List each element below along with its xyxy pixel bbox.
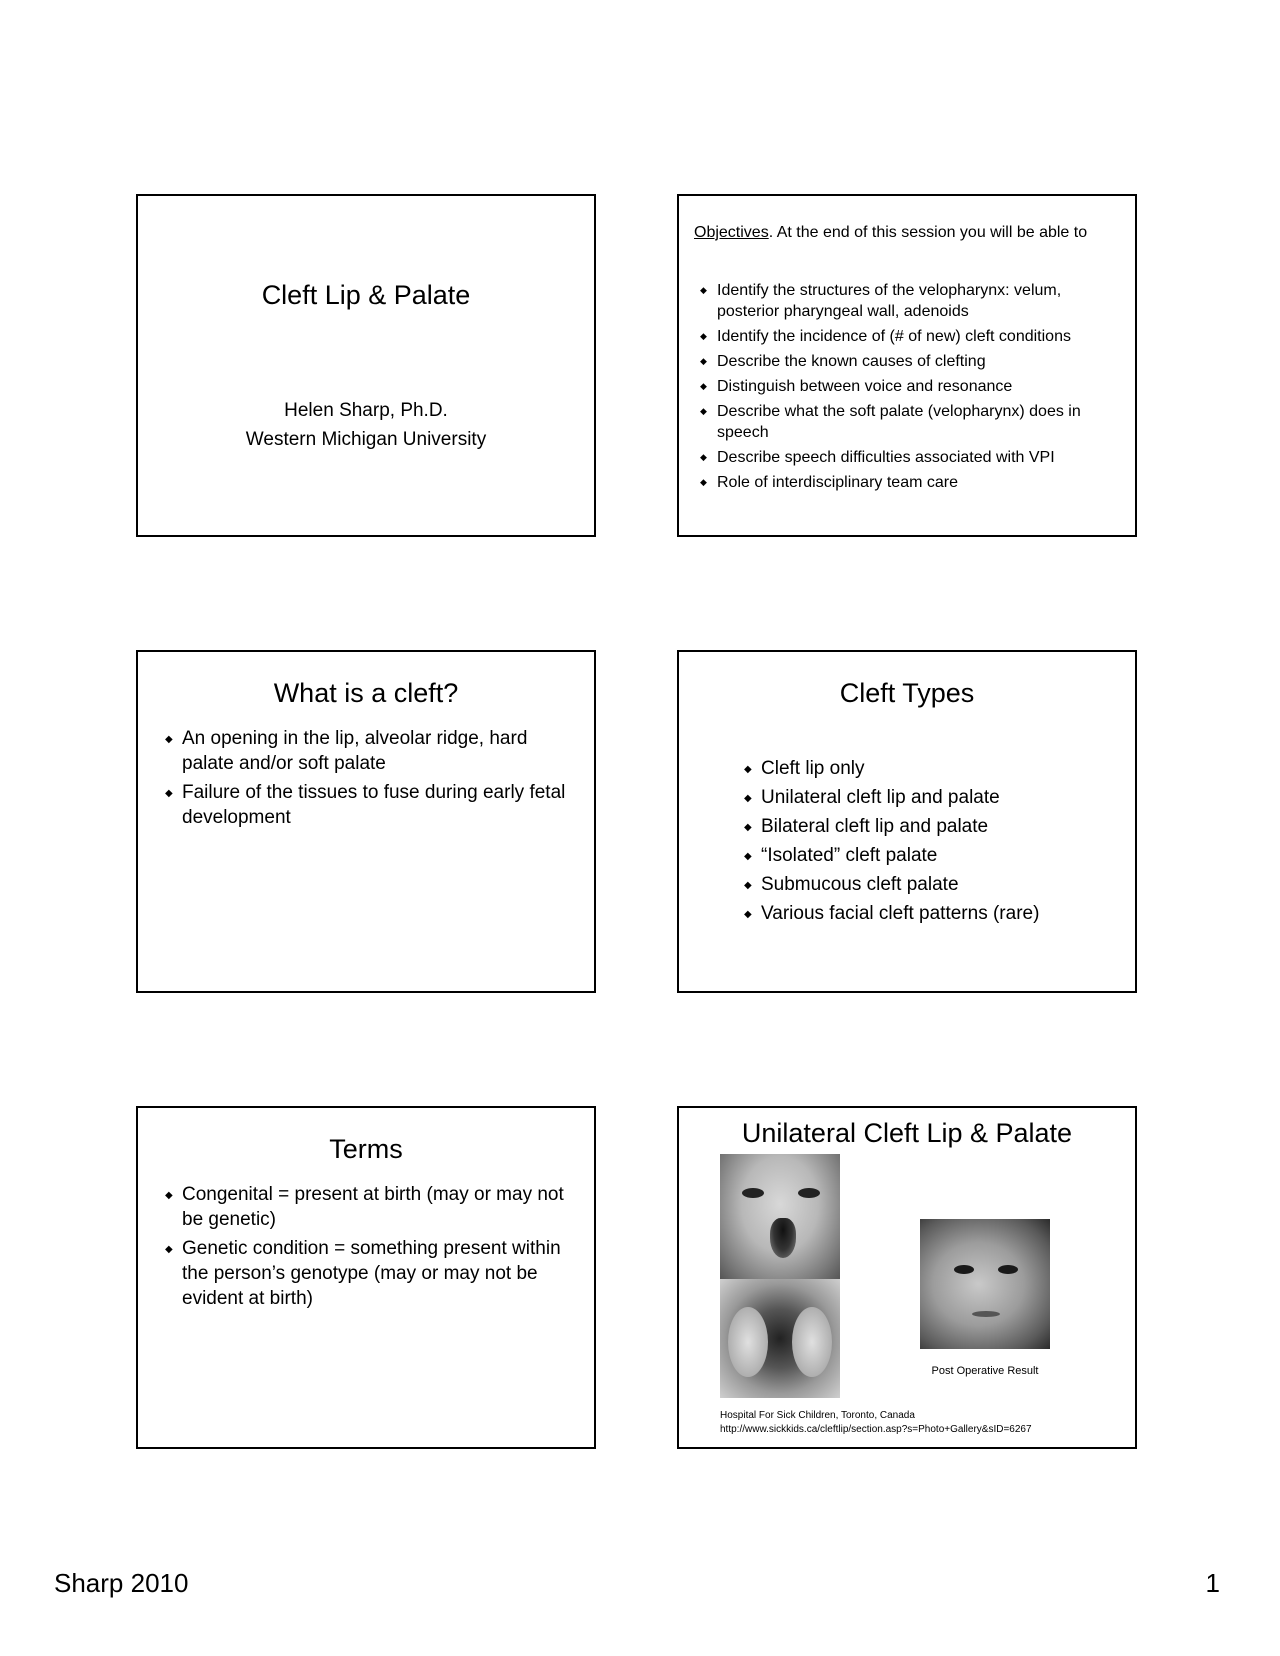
list-item: ◆ Genetic condition = something present within the person’s genotype (may or may not be evident at birth): [182, 1236, 574, 1311]
ridge-l: [728, 1307, 768, 1377]
list-item: ◆ Congenital = present at birth (may or may not be genetic): [182, 1182, 574, 1232]
objectives-intro: [694, 222, 1120, 244]
ridge-r: [792, 1307, 832, 1377]
slide-heading: What is a cleft?: [273, 678, 459, 708]
source-citation: [720, 1409, 1125, 1437]
photo-unilateral-cleft-lip: [720, 1154, 840, 1279]
slide-objectives: [677, 194, 1137, 537]
objectives-heading: Objectives: [694, 224, 769, 241]
list-item: ◆ Failure of the tissues to fuse during early fetal development: [182, 780, 574, 830]
eye-l: [954, 1265, 974, 1274]
slide-heading: Terms: [329, 1134, 403, 1164]
eye-r: [998, 1265, 1018, 1274]
source-url: http://www.sickkids.ca/cleftlip/section.asp?s=Photo+Gallery&sID=6267: [720, 1424, 1032, 1435]
slide-heading: Unilateral Cleft Lip & Palate: [741, 1118, 1073, 1148]
source-institution: Hospital For Sick Children, Toronto, Canada: [720, 1410, 915, 1421]
list-item: ◆ Various facial cleft patterns (rare): [761, 901, 1115, 926]
photo-post-operative: [920, 1219, 1050, 1349]
list-item: ◆ Describe what the soft palate (velopharynx) does in speech: [717, 401, 1117, 443]
photo-cleft-palate: [720, 1279, 840, 1398]
bullet-list: [182, 1182, 574, 1315]
page-number: 1: [1205, 1568, 1220, 1598]
author-affiliation: Western Michigan University: [245, 429, 487, 450]
cleft: [770, 1218, 796, 1258]
author-name: Helen Sharp, Ph.D.: [284, 400, 448, 421]
list-item: ◆ Bilateral cleft lip and palate: [761, 814, 1115, 839]
slide-what-is-cleft: [136, 650, 596, 993]
bullet-list: [182, 726, 574, 834]
author-block: [138, 396, 594, 454]
mouth: [972, 1311, 1000, 1317]
list-item: ◆ Distinguish between voice and resonance: [717, 376, 1117, 397]
photo-caption: Post Operative Result: [931, 1365, 1039, 1377]
objectives-list: [717, 280, 1117, 497]
footer-author-year: Sharp 2010: [54, 1568, 189, 1598]
list-item: ◆ Unilateral cleft lip and palate: [761, 785, 1115, 810]
list-item: ◆ Identify the incidence of (# of new) cleft conditions: [717, 326, 1117, 347]
list-item: ◆ Submucous cleft palate: [761, 872, 1115, 897]
list-item: ◆ Describe the known causes of clefting: [717, 351, 1117, 372]
slide-terms: [136, 1106, 596, 1449]
eye-l: [742, 1188, 764, 1198]
list-item: ◆ Describe speech difficulties associated with VPI: [717, 447, 1117, 468]
eye-r: [798, 1188, 820, 1198]
list-item: ◆ Cleft lip only: [761, 756, 1115, 781]
list-item: ◆ Role of interdisciplinary team care: [717, 472, 1117, 493]
slide-title-page: [136, 194, 596, 537]
objectives-intro-text: . At the end of this session you will be able to: [768, 224, 1088, 241]
slide-cleft-types: [677, 650, 1137, 993]
list-item: ◆ Identify the structures of the velopharynx: velum, posterior pharyngeal wall, adenoids: [717, 280, 1117, 322]
presentation-title: Cleft Lip & Palate: [261, 280, 471, 310]
list-item: ◆ “Isolated” cleft palate: [761, 843, 1115, 868]
list-item: ◆ An opening in the lip, alveolar ridge, hard palate and/or soft palate: [182, 726, 574, 776]
slide-heading: Cleft Types: [839, 678, 975, 708]
bullet-list: [761, 756, 1115, 930]
slide-unilateral-cleft: [677, 1106, 1137, 1449]
